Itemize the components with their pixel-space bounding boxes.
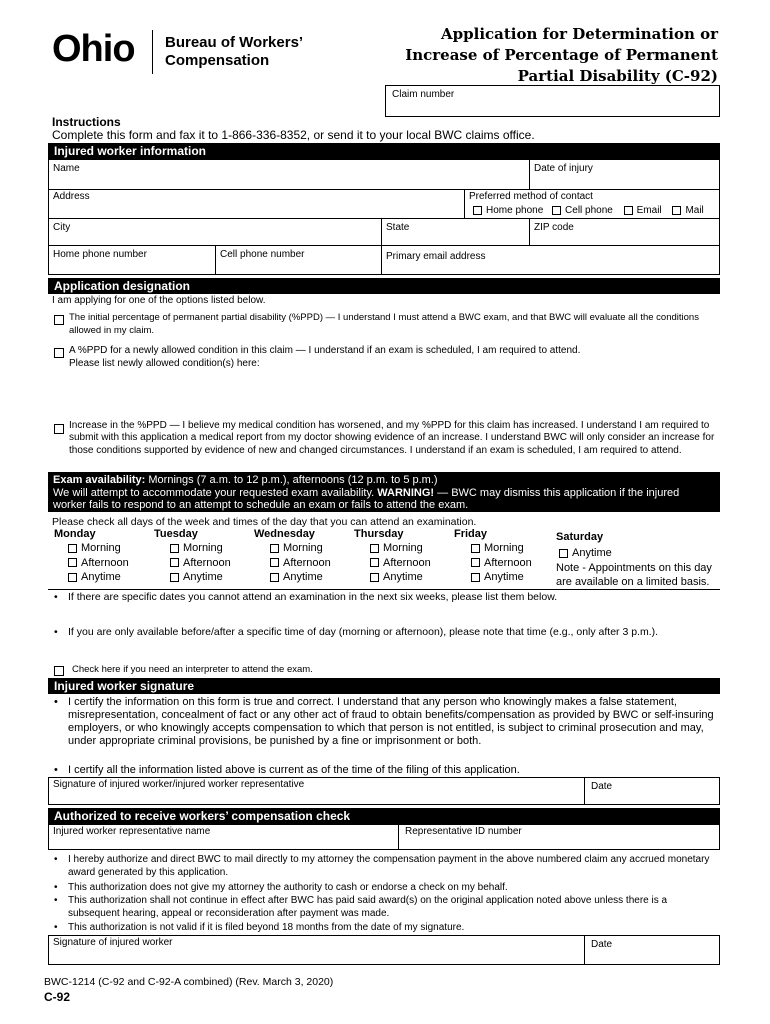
authorization-date-field[interactable]	[584, 935, 720, 965]
mail-option[interactable]: Mail	[672, 205, 703, 216]
checkbox-box[interactable]	[54, 348, 64, 358]
name-label: Name	[53, 163, 80, 174]
logo-org-line1: Bureau of Workers’	[165, 34, 304, 51]
day-saturday: Saturday	[556, 531, 604, 543]
divider	[48, 589, 720, 590]
ohio-logo: Ohio	[52, 28, 135, 70]
day-wednesday: Wednesday	[254, 528, 315, 540]
time-option[interactable]: Anytime	[170, 570, 231, 585]
tuesday-options	[170, 541, 231, 585]
checkbox[interactable]	[270, 558, 279, 567]
checkbox-box[interactable]	[54, 424, 64, 434]
checkbox[interactable]	[170, 544, 179, 553]
option-new-condition-line1: A %PPD for a newly allowed condition in this claim — I understand if an exam is scheduled, I am required to attend.	[69, 345, 581, 356]
cell-phone-field[interactable]	[215, 245, 382, 275]
state-label: State	[386, 222, 410, 233]
rep-id-label: Representative ID number	[405, 826, 522, 837]
title-line3: Partial Disability (C-92)	[517, 67, 718, 85]
time-option[interactable]: Afternoon	[471, 556, 532, 571]
title-line2: Increase of Percentage of Permanent	[405, 46, 718, 64]
checkbox-new-condition[interactable]	[54, 344, 68, 362]
checkbox[interactable]	[270, 544, 279, 553]
city-label: City	[53, 222, 71, 233]
injured-worker-signature-field[interactable]	[48, 935, 585, 965]
checkbox[interactable]	[370, 558, 379, 567]
checkbox[interactable]	[68, 573, 77, 582]
thursday-options	[370, 541, 431, 585]
exam-availability-text: Mornings (7 a.m. to 12 p.m.), afternoons (12 p.m. to 5 p.m.)	[148, 474, 438, 486]
worker-signature-label: Signature of injured worker	[53, 937, 173, 948]
checkbox-initial-ppd[interactable]	[54, 311, 68, 329]
exam-availability-block	[48, 472, 720, 512]
day-friday: Friday	[454, 528, 488, 540]
cell-phone-label: Cell phone number	[220, 249, 305, 260]
city-field[interactable]	[48, 218, 382, 246]
saturday-note: Note - Appointments on this day are available on a limited basis.	[556, 562, 712, 588]
warning-text: — BWC may dismiss this application if the injured worker fails to respond to an attempt to schedule an exam or fails to attend the exam.	[53, 486, 680, 511]
preferred-contact-group	[464, 189, 720, 219]
checkbox[interactable]	[68, 558, 77, 567]
title-line1: Application for Determination or	[441, 25, 718, 43]
time-option[interactable]: Afternoon	[370, 556, 431, 571]
bwc-logo-text	[165, 34, 303, 70]
email-option[interactable]: Email	[624, 205, 662, 216]
time-option[interactable]: Morning	[370, 541, 431, 556]
claim-number-field[interactable]	[385, 85, 720, 117]
date-of-injury-field[interactable]	[529, 159, 720, 190]
contact-options	[473, 205, 704, 217]
time-option[interactable]: Anytime	[471, 570, 532, 585]
auth-date-label: Date	[591, 939, 613, 950]
preferred-contact-label: Preferred method of contact	[469, 191, 593, 202]
time-restriction-bullet: • If you are only available before/after a specific time of day (morning or afternoon), please note that time (e.g., only after 3 p.m.).	[68, 626, 718, 639]
checkbox[interactable]	[370, 544, 379, 553]
option-initial-ppd: The initial percentage of permanent partial disability (%PPD) — I understand I must attend a BWC exam, and that BWC will evaluate all the conditions allowed in my claim.	[69, 312, 699, 336]
time-option[interactable]: Anytime	[270, 570, 331, 585]
email-field[interactable]	[381, 245, 720, 275]
checkbox[interactable]	[624, 206, 633, 215]
rep-id-field[interactable]	[398, 824, 720, 850]
home-phone-label: Home phone number	[53, 249, 147, 260]
authorization-bullet-1: • I hereby authorize and direct BWC to mail directly to my attorney the compensation payment in the above numbered claim any accrued monetary award generated by this application.	[68, 854, 718, 879]
logo-org-line2: Compensation	[165, 52, 270, 69]
logo-divider	[152, 30, 153, 74]
home-phone-field[interactable]	[48, 245, 216, 275]
signature-label: Signature of injured worker/injured worker representative	[53, 779, 305, 790]
checkbox-box[interactable]	[54, 666, 64, 676]
time-option[interactable]: Afternoon	[68, 556, 129, 571]
checkbox[interactable]	[672, 206, 681, 215]
day-tuesday: Tuesday	[154, 528, 198, 540]
instructions-text: Complete this form and fax it to 1-866-336-8352, or send it to your local BWC claims office.	[52, 128, 535, 142]
option-new-condition-line2: Please list newly allowed condition(s) here:	[69, 358, 260, 369]
claim-number-label: Claim number	[392, 89, 455, 100]
signature-date-field[interactable]	[584, 777, 720, 805]
interpreter-label: Check here if you need an interpreter to attend the exam.	[72, 664, 313, 675]
home-phone-option[interactable]: Home phone	[473, 205, 543, 216]
name-field[interactable]	[48, 159, 530, 190]
time-option[interactable]: Afternoon	[170, 556, 231, 571]
date-label: Date	[591, 781, 613, 792]
designation-intro: I am applying for one of the options listed below.	[52, 295, 266, 306]
checkbox[interactable]	[170, 573, 179, 582]
dates-unavailable-bullet: • If there are specific dates you cannot attend an examination in the next six weeks, please list them below.	[68, 591, 718, 604]
authorization-bullet-2: • This authorization does not give my attorney the authority to cash or endorse a check on my behalf.	[68, 882, 718, 895]
time-option[interactable]: Anytime	[68, 570, 129, 585]
authorization-bullet-4: • This authorization is not valid if it is filed beyond 18 months from the date of my signature.	[68, 922, 718, 935]
worker-info-bar: Injured worker information	[48, 143, 720, 159]
email-label: Primary email address	[386, 251, 486, 262]
checkbox[interactable]	[471, 573, 480, 582]
state-field[interactable]	[381, 218, 530, 246]
rep-name-label: Injured worker representative name	[53, 826, 211, 837]
checkbox[interactable]	[473, 206, 482, 215]
checkbox[interactable]	[559, 549, 568, 558]
signature-bar: Injured worker signature	[48, 678, 720, 694]
cell-phone-option[interactable]: Cell phone	[552, 205, 613, 216]
form-code: C-92	[44, 990, 71, 1004]
checkbox[interactable]	[270, 573, 279, 582]
certification-2: • I certify all the information listed above is current as of the time of the filing of this application.	[68, 764, 718, 777]
option-increase: Increase in the %PPD — I believe my medical condition has worsened, and my %PPD for this claim has increased. I understand I am required to submit with this application a medical report from my doctor showing evidence of an increase. I understand BWC will only consider an increase for those conditions supported by evidence of new and changed circumstances. I understand if an exam is scheduled, I am required to attend.	[69, 420, 715, 456]
authorized-bar: Authorized to receive workers’ compensation check	[48, 808, 720, 824]
time-option[interactable]: Afternoon	[270, 556, 331, 571]
date-of-injury-label: Date of injury	[534, 163, 593, 174]
warning-label: WARNING!	[377, 486, 435, 499]
exam-check-intro: Please check all days of the week and times of the day that you can attend an examination.	[52, 516, 477, 528]
authorization-bullet-3: • This authorization shall not continue in effect after BWC has paid said award(s) on the original application noted above unless there is a subsequent hearing, appeal or reconsideration after payment was made.	[68, 895, 718, 920]
option-new-condition	[69, 344, 709, 370]
time-option[interactable]: Morning	[68, 541, 129, 556]
checkbox[interactable]	[552, 206, 561, 215]
designation-bar: Application designation	[48, 278, 720, 294]
checkbox-box[interactable]	[54, 315, 64, 325]
rep-name-field[interactable]	[48, 824, 399, 850]
zip-label: ZIP code	[534, 222, 574, 233]
day-thursday: Thursday	[354, 528, 404, 540]
friday-options	[471, 541, 532, 585]
checkbox[interactable]	[68, 544, 77, 553]
time-option[interactable]: Morning	[471, 541, 532, 556]
saturday-anytime-option[interactable]: Anytime	[559, 546, 612, 561]
checkbox[interactable]	[471, 544, 480, 553]
exam-availability-label: Exam availability:	[53, 474, 146, 486]
time-option[interactable]: Anytime	[370, 570, 431, 585]
checkbox-increase[interactable]	[54, 420, 68, 438]
address-field[interactable]	[48, 189, 465, 219]
checkbox[interactable]	[370, 573, 379, 582]
form-title	[338, 24, 718, 87]
instructions-heading: Instructions	[52, 115, 121, 129]
monday-options	[68, 541, 129, 585]
checkbox[interactable]	[170, 558, 179, 567]
checkbox[interactable]	[471, 558, 480, 567]
address-label: Address	[53, 191, 90, 202]
wednesday-options	[270, 541, 331, 585]
time-option[interactable]: Morning	[270, 541, 331, 556]
exam-attempt-text: We will attempt to accommodate your requested exam availability.	[53, 486, 375, 499]
certification-1: • I certify the information on this form is true and correct. I understand that any person who knowingly makes a false statement, misrepresentation, concealment of fact or any other act of fraud to obtain benefits/compensation as provided by BWC or self-insuring employers, or who knowingly accepts compensation to which that person is not entitled, is subject to criminal prosecution and may, under appropriate criminal provisions, be punished by a fine or imprisonment or both.	[68, 696, 718, 748]
zip-field[interactable]	[529, 218, 720, 246]
form-id: BWC-1214 (C-92 and C-92-A combined) (Rev. March 3, 2020)	[44, 976, 334, 988]
day-monday: Monday	[54, 528, 96, 540]
worker-signature-field[interactable]	[48, 777, 585, 805]
time-option[interactable]: Morning	[170, 541, 231, 556]
